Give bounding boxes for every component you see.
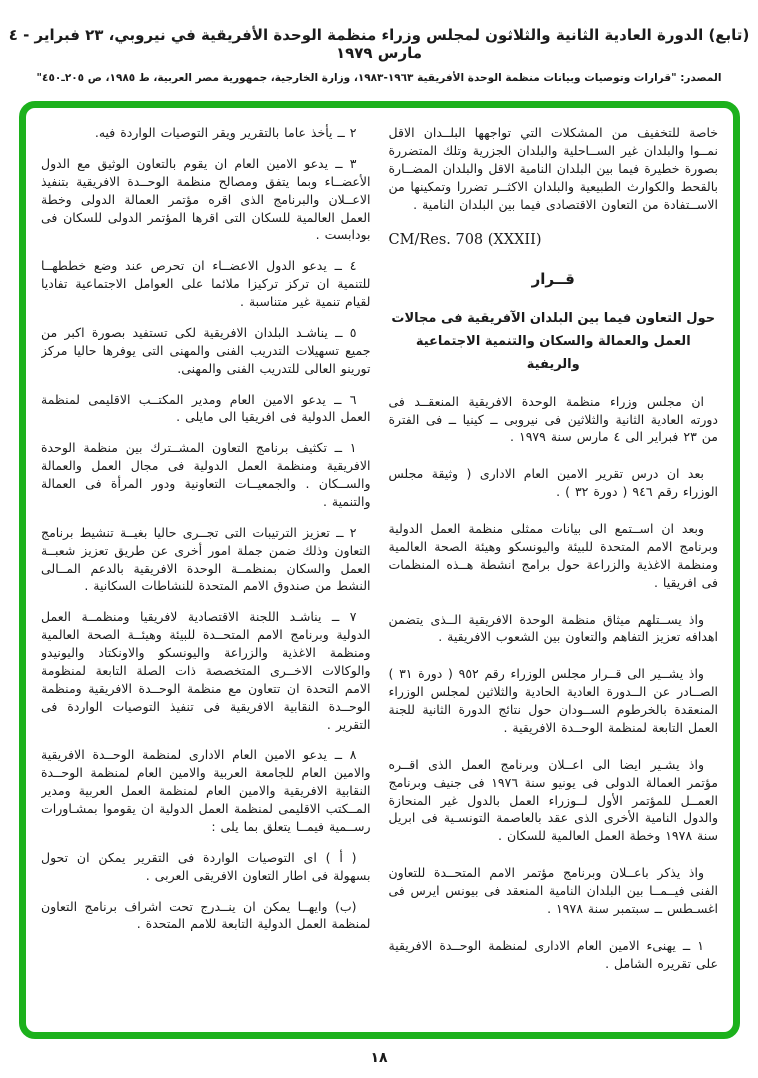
paragraph: واذ يشـير ايضا الى اعــلان وبرنامج العمل الذى اقــره مؤتمر العمالة الدولى فى يونيو سنة ١٩٧٦ فى جنيف وبرنامج العمــل للمؤتمر الأول لــوزراء العمل بالدول غير المنحازة والدول النامية الأخرى الذى عقد بالعاصمة التونسـية فى ابريل سنة ١٩٧٨ وخطة العمل العالمية للسكان . bbox=[388, 756, 718, 844]
paragraph: ٣ ــ يدعو الامين العام ان يقوم بالتعاون الوثيق مع الدول الأعضــاء وبما يتفق ومصالح منظمة الوحــدة الافريقية بتنفيذ الاعــلان والبرنامج الذى اقره مؤتمر العمالة الدولى وخطة العمل العالمية للسكان التى اقرها المؤتمر الدولى للسكان فى بودابست . bbox=[41, 155, 371, 243]
paragraph: وبعد ان اســتمع الى بيانات ممثلى منظمة العمل الدولية وبرنامج الامم المتحدة للبيئة واليونسكو وهيئة الصحة العالمية ومنظمة الاغذية والزراعة حول برامج انشطة هــذه المنظمات فى افريقيا . bbox=[388, 521, 718, 590]
resolution-title: قــرار bbox=[531, 270, 575, 289]
paragraph: ٤ ــ يدعو الدول الاعضــاء ان تحرص عند وضع خططهــا للتنمية ان تركز تركيزا ملائما على العوامل الاجتماعية تفاديا لقيام تنمية غير متناسبة . bbox=[41, 258, 371, 309]
paragraph: خاصة للتخفيف من المشكلات التي تواجهها البلــدان الاقل نمــوا والبلدان غير الســاحلية والبلدان الجزرية وتلك المتضررة بصورة خطيرة فيما بين البلدان النامية الاقل والبلدان المضــارة بالقحط والكوارث الطبيعية والبلدان الاكثــر تضررا وتمكينها من الاســتفادة من التعاون الاقتصادى فيما بين البلدان النامية . bbox=[388, 125, 718, 212]
resolution-reference: CM/Res. 708 (XXXII) bbox=[388, 232, 542, 249]
paragraph: ٨ ــ يدعو الامين العام الادارى لمنظمة الوحــدة الافريقية والامين العام للجامعة العربية والامين العام لمنظمة الوحــدة النقابية الافريقية والامين العام لمنظمة العمل العربية ومدير المــكتب الاقليمى لمنظمة العمل الدولية ان يقوموا بمشـاورات رســمية فيمــا يتعلق بما يلى : bbox=[41, 747, 371, 834]
header-source-line: المصدر: "قرارات وتوصيات وبيانات منظمة الوحدة الأفريقية ١٩٦٣-١٩٨٣، وزارة الخارجية، جمهورية مصر العربية، ط ١٩٨٥، ص ٢٠٥ـ٤٥٠" bbox=[36, 72, 722, 84]
paragraph: واذ يســتلهم ميثاق منظمة الوحدة الافريقية الــذى يتضمن اهدافه تعزيز التفاهم والتعاون بين الشعوب الافريقية . bbox=[388, 611, 718, 645]
header-session-line: (تابع) الدورة العادية الثانية والثلاثون لمجلس وزراء منظمة الوحدة الأفريقية في نيروبي، ٢٣ فبراير - ٤ مارس ١٩٧٩ bbox=[8, 26, 750, 62]
paragraph: ٢ ــ تعزيز الترتيبات التى تجــرى حاليا بغيــة تنشيط برنامج التعاون وذلك ضمن جملة امور أخرى عن طريق تعزيز شعبــة العمل والسكان بمنظمــة الوحدة الافريقية بالدعم المــالى النشط من صندوق الامم المتحدة للنشاطات السكانية . bbox=[41, 524, 371, 594]
paragraph: ٢ ــ يأخذ عاما بالتقرير ويقر التوصيات الواردة فيه. bbox=[94, 125, 357, 140]
column-right bbox=[389, 124, 719, 1022]
paragraph: ٧ ــ يناشـد اللجنة الاقتصادية لافريقيا ومنظمــة العمل الدولية وبرنامج الامم المتحــدة للبيئة وهيئــة الصحة العالمية ومنظمة الاغذية والزراعة واليونسكو والاونكتاد واليونيدو والوكالات الاخــرى المتخصصة ذات الصلة التابعة لمنظومة الامم التحدة ان تتعاون مع منظمة الوحــدة الافريقية ومنظمة الوحــدة النقابية الافريقية فى تنفيذ التوصيات الواردة فى التقرير . bbox=[41, 609, 371, 732]
paragraph: واذ يذكر باعــلان وبرنامج مؤتمر الامم المتحــدة للتعاون الفنى فيــمــا بين البلدان النامية المنعقد فى بيونس ايرس فى اغسـطس ــ سبتمبر سنة ١٩٧٨ . bbox=[388, 865, 718, 916]
column-left bbox=[41, 124, 371, 1022]
paragraph: ان مجلس وزراء منظمة الوحدة الافريقية المنعقــد فى دورته العادية الثانية والثلاثين فى نيروبى ــ كينيا ــ فى الفترة من ٢٣ فبراير الى ٤ مارس سنة ١٩٧٩ . bbox=[388, 393, 718, 445]
page-header bbox=[0, 26, 758, 84]
resolution-subtitle-line: العمل والعمالة والسكان والتنمية الاجتماعية والريفية bbox=[415, 334, 691, 372]
paragraph: ١ ــ يهنىء الامين العام الادارى لمنظمة الوحــدة الافريقية على تقريره الشامل . bbox=[388, 937, 718, 971]
paragraph: بعد ان درس تقرير الامين العام الادارى ( وثيقة مجلس الوزراء رقم ٩٤٦ ( دورة ٣٢ ) . bbox=[388, 466, 718, 500]
paragraph: ٥ ــ يناشـد البلدان الافريقية لكى تستفيد بصورة اكبر من جميع تسهيلات التدريب الفنى والمهنى التى يوفرها حاليا مركز تورينو العالى للتدريب الفنى والمهنى. bbox=[41, 324, 371, 376]
paragraph: ١ ــ تكثيف برنامج التعاون المشــترك بين منظمة الوحدة الافريقية ومنظمة العمل الدولية فى مجال العمل والعمالة والســكان . والجمعيــات التعاونية ودور المرأة فى العمالة والتنمية . bbox=[41, 440, 371, 509]
paragraph: (ب) وايهــا يمكن ان ينــدرج تحت اشراف برنامج التعاون لمنظمة العمل الدولية التابعة للامم المتحدة . bbox=[41, 898, 371, 932]
resolution-subtitle bbox=[389, 308, 719, 376]
paragraph: ( أ ) اى التوصيات الواردة فى التقرير يمكن ان تحول بسهولة فى اطار التعاون الافريقى العربى . bbox=[41, 849, 371, 883]
paragraph: واذ يشــير الى قــرار مجلس الوزراء رقم ٩٥٢ ( دورة ٣١ ) الصــادر عن الــدورة العادية الحادية والثلاثين لمجلس الوزراء المنعقدة بالخرطوم الســودان حول نتائج الدورة الثانية للجنة العمل التابعة لمنظمة الوحــدة الافريقية . bbox=[388, 666, 718, 735]
resolution-subtitle-line: حول التعاون فيما بين البلدان الآفريقية فى مجالات bbox=[391, 311, 716, 327]
paragraph: ٦ ــ يدعو الامين العام ومدير المكتــب الاقليمى لمنظمة العمل الدولية فى افريقيا الى مايلى . bbox=[41, 391, 371, 425]
page-number: ١٨ bbox=[370, 1050, 388, 1066]
green-border-frame bbox=[19, 101, 740, 1039]
two-column-layout bbox=[41, 124, 718, 1022]
